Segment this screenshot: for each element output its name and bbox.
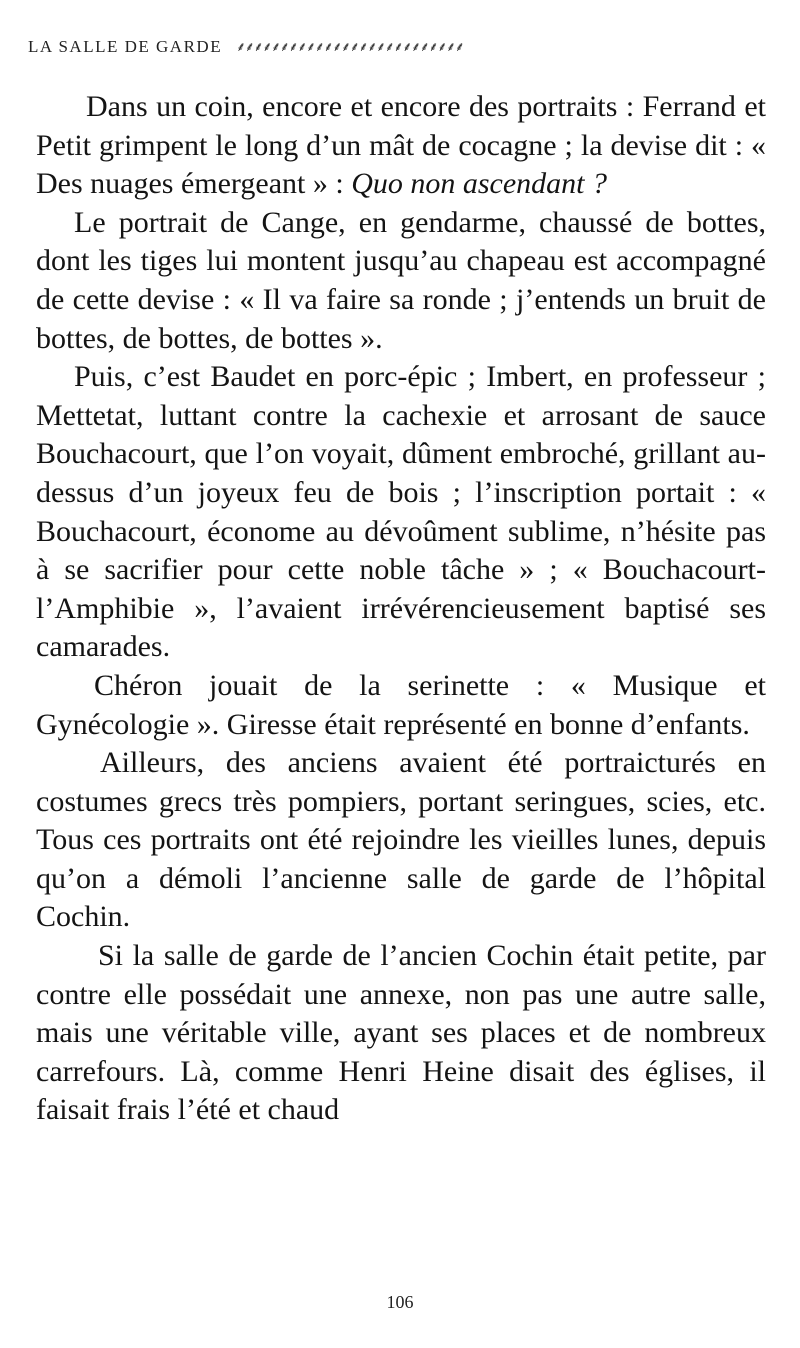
paragraph-1-text: Dans un coin, encore et encore des portraits : Ferrand et Petit grimpent le long d’un mât de cocagne ; la devise dit : « Des nuages émergeant » :: [36, 90, 766, 201]
paragraph-4: Chéron jouait de la serinette : « Musique et Gynécologie ». Giresse était représenté en bonne d’enfants.: [36, 668, 766, 741]
paragraph-6: Si la salle de garde de l’ancien Cochin était petite, par contre elle possédait une annexe, non pas une autre salle, mais une véritable ville, ayant ses places et de nombreux carrefours. Là, comme Henri Heine disait des églises, il faisait frais l’été et chaud: [36, 939, 766, 1127]
page-number: 106: [386, 1292, 414, 1312]
paragraph-3: Puis, c’est Baudet en porc-épic ; Imbert, en professeur ; Mettetat, luttant contre la cachexie et arrosant de sauce Bouchacourt, que l’on voyait, dûment embroché, grillant au-dessus d’un joyeux feu de bois ; l’inscription portait : « Bouchacourt, économe au dévoûment sublime, n’hésite pas à se sacrifier pour cette noble tâche » ; « Bouchacourt-l’Amphibie », l’avaient irrévérencieusement baptisé ses camarades.: [36, 360, 766, 664]
page-header: [28, 32, 768, 62]
paragraph-5: Ailleurs, des anciens avaient été portraicturés en costumes grecs très pompiers, portant seringues, scies, etc. Tous ces portraits ont été rejoindre les vieilles lunes, depuis qu’on a démoli l’ancienne salle de garde de l’hôpital Cochin.: [36, 746, 766, 934]
body-text: [36, 88, 766, 1130]
latin-motto: Quo non ascendant ?: [351, 167, 607, 201]
paragraph-1: [36, 88, 766, 204]
ornament-rule: ⸙⸙⸙⸙⸙⸙⸙⸙⸙⸙⸙⸙⸙⸙⸙⸙⸙⸙⸙⸙⸙⸙⸙⸙⸙⸙: [236, 40, 464, 54]
paragraph-2: Le portrait de Cange, en gendarme, chaussé de bottes, dont les tiges lui montent jusqu’au chapeau est accompagné de cette devise : « Il va faire sa ronde ; j’entends un bruit de bottes, de bottes, de bottes ».: [36, 205, 766, 355]
running-title: LA SALLE DE GARDE: [28, 37, 223, 56]
